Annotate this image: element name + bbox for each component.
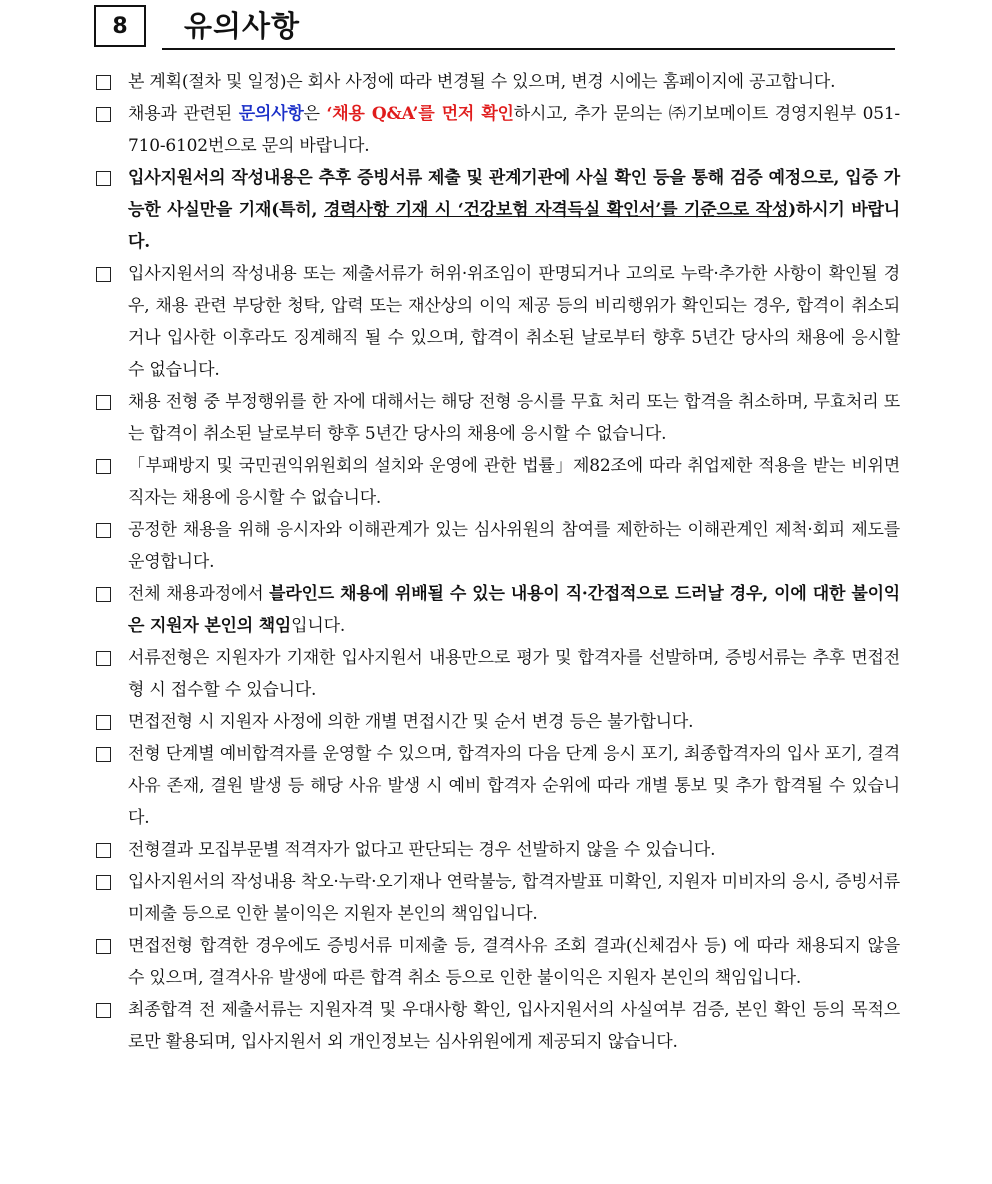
notice-text: 서류전형은 지원자가 기재한 입사지원서 내용만으로 평가 및 합격자를 선발하며, 증빙서류는 추후 면접전형 시 접수할 수 있습니다. — [128, 648, 900, 700]
notice-item-misconduct — [96, 386, 900, 450]
checkbox-square-icon — [96, 587, 111, 602]
notice-item-document-screening — [96, 642, 900, 706]
checkbox-square-icon — [96, 171, 111, 186]
notice-item-schedule-change — [96, 66, 900, 98]
notice-item-recusal — [96, 514, 900, 578]
notice-item-no-selection — [96, 834, 900, 866]
notice-text: 공정한 채용을 위해 응시자와 이해관계가 있는 심사위원의 참여를 제한하는 이해관계인 제척·회피 제도를 운영합니다. — [128, 520, 900, 572]
notice-text: )하시기 바랍니다. — [128, 200, 901, 252]
notice-text: 채용 전형 중 부정행위를 한 자에 대해서는 해당 전형 응시를 무효 처리 또는 합격을 취소하며, 무효처리 또는 합격이 취소된 날로부터 향후 5년간 당사의 채용에 응시할 수 없습니다. — [128, 392, 900, 444]
notice-item-applicant-responsibility — [96, 866, 900, 930]
notice-text: 은 — [303, 104, 327, 124]
notice-item-privacy — [96, 994, 900, 1058]
notice-text: 최종합격 전 제출서류는 지원자격 및 우대사항 확인, 입사지원서의 사실여부 검증, 본인 확인 등의 목적으로만 활용되며, 입사지원서 외 개인정보는 심사위원에게 제공되지 않습니다. — [128, 1000, 900, 1052]
notice-item-blind-hiring — [96, 578, 900, 642]
checkbox-square-icon — [96, 459, 111, 474]
notice-text: 하시고, 추가 문의는 ㈜기보메이트 경영지원부 051-710-6102번으로 문의 바랍니다. — [128, 104, 900, 156]
checkbox-square-icon — [96, 395, 111, 410]
checkbox-square-icon — [96, 523, 111, 538]
checkbox-square-icon — [96, 715, 111, 730]
notice-item-falsification — [96, 258, 900, 386]
checkbox-square-icon — [96, 939, 111, 954]
checkbox-square-icon — [96, 107, 111, 122]
notice-item-reserve-candidates — [96, 738, 900, 834]
title-underline — [162, 48, 895, 50]
notice-text: 전형결과 모집부문별 적격자가 없다고 판단되는 경우 선발하지 않을 수 있습니다. — [128, 840, 716, 860]
notice-item-interview-schedule — [96, 706, 900, 738]
checkbox-square-icon — [96, 75, 111, 90]
notice-text: 면접전형 시 지원자 사정에 의한 개별 면접시간 및 순서 변경 등은 불가합니다. — [128, 712, 694, 732]
checkbox-square-icon — [96, 875, 111, 890]
notice-text: 전형 단계별 예비합격자를 운영할 수 있으며, 합격자의 다음 단계 응시 포기, 최종합격자의 입사 포기, 결격사유 존재, 결원 발생 등 해당 사유 발생 시 예비 합격자 순위에 따라 개별 통보 및 추가 합격될 수 있습니다. — [128, 744, 900, 828]
career-underline-text: 경력사항 기재 시 ‘건강보험 자격득실 확인서’를 기준으로 작성 — [323, 200, 789, 220]
notice-text: 면접전형 합격한 경우에도 증빙서류 미제출 등, 결격사유 조회 결과(신체검사 등) 에 따라 채용되지 않을 수 있으며, 결격사유 발생에 따른 합격 취소 등으로 인한 불이익은 지원자 본인의 책임입니다. — [128, 936, 900, 988]
checkbox-square-icon — [96, 651, 111, 666]
section-header — [0, 0, 992, 60]
blind-hiring-bold: 블라인드 채용에 위배될 수 있는 내용이 직·간접적으로 드러날 경우, 이에 대한 불이익은 지원자 본인의 책임 — [128, 584, 901, 636]
notice-item-verification — [96, 162, 900, 258]
notice-text: 입사지원서의 작성내용은 추후 증빙서류 제출 및 관계기관에 사실 확인 등을 통해 검증 예정으로, 입증 가능한 사실만을 기재(특히, — [128, 168, 900, 220]
notice-text: 본 계획(절차 및 일정)은 회사 사정에 따라 변경될 수 있으며, 변경 시에는 홈페이지에 공고합니다. — [128, 72, 836, 92]
notice-text: 「부패방지 및 국민권익위원회의 설치와 운영에 관한 법률」제82조에 따라 취업제한 적용을 받는 비위면직자는 채용에 응시할 수 없습니다. — [128, 456, 900, 508]
section-number: 8 — [94, 5, 146, 47]
notice-text: 입니다. — [291, 616, 346, 636]
checkbox-square-icon — [96, 267, 111, 282]
notice-item-inquiry — [96, 98, 900, 162]
notice-text: 입사지원서의 작성내용 착오·누락·오기재나 연락불능, 합격자발표 미확인, 지원자 미비자의 응시, 증빙서류 미제출 등으로 인한 불이익은 지원자 본인의 책임입니다. — [128, 872, 900, 924]
notice-item-disqualification — [96, 930, 900, 994]
notice-list — [96, 66, 900, 1058]
notice-text: 입사지원서의 작성내용 또는 제출서류가 허위·위조임이 판명되거나 고의로 누락·추가한 사항이 확인될 경우, 채용 관련 부당한 청탁, 압력 또는 재산상의 이익 제공 등의 비리행위가 확인되는 경우, 합격이 취소되거나 입사한 이후라도 징계해직 될 수 있으며, 합격이 취소된 날로부터 향후 5년간 당사의 채용에 응시할 수 없습니다. — [128, 264, 900, 380]
notice-text: 채용과 관련된 — [128, 104, 239, 124]
notice-item-employment-restriction — [96, 450, 900, 514]
checkbox-square-icon — [96, 843, 111, 858]
qa-highlight: ‘채용 Q&A’를 먼저 확인 — [326, 104, 514, 124]
section-title: 유의사항 — [184, 9, 301, 43]
inquiry-highlight: 문의사항 — [238, 104, 304, 124]
checkbox-square-icon — [96, 747, 111, 762]
notice-text: 전체 채용과정에서 — [128, 584, 270, 604]
checkbox-square-icon — [96, 1003, 111, 1018]
